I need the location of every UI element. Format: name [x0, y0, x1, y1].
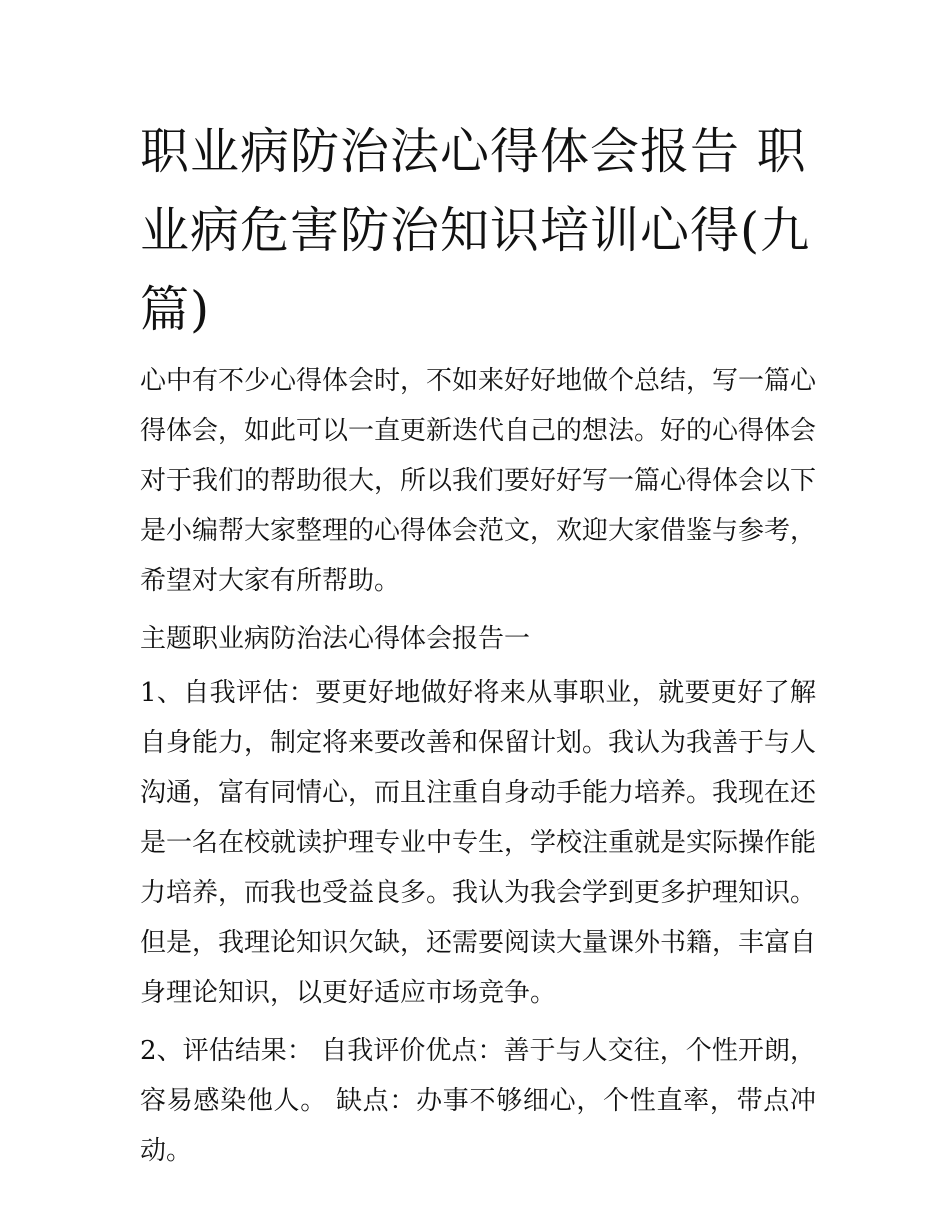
self-assessment-paragraph: 1、自我评估：要更好地做好将来从事职业，就要更好了解自身能力，制定将来要改善和保留计划。我认为我善于与人沟通，富有同情心，而且注重自身动手能力培养。我现在还是一名在校就读护理专业中专生，学校注重就是实际操作能力培养，而我也受益良多。我认为我会学到更多护理知识。但是，我理论知识欠缺，还需要阅读大量课外书籍，丰富自身理论知识，以更好适应市场竞争。 — [140, 678, 817, 1008]
document-title: 职业病防治法心得体会报告 职业病危害防治知识培训心得(九篇) — [140, 123, 811, 338]
document-body — [140, 356, 816, 1184]
intro-paragraph: 心中有不少心得体会时，不如来好好地做个总结，写一篇心得体会，如此可以一直更新迭代自己的想法。好的心得体会对于我们的帮助很大，所以我们要好好写一篇心得体会以下是小编帮大家整理的心得体会范文，欢迎大家借鉴与参考，希望对大家有所帮助。 — [140, 366, 817, 596]
assessment-result-paragraph: 2、评估结果： 自我评价优点：善于与人交往，个性开朗，容易感染他人。 缺点：办事不够细心，个性直率，带点冲动。 — [140, 1036, 816, 1166]
section-heading: 主题职业病防治法心得体会报告一 — [140, 624, 531, 654]
